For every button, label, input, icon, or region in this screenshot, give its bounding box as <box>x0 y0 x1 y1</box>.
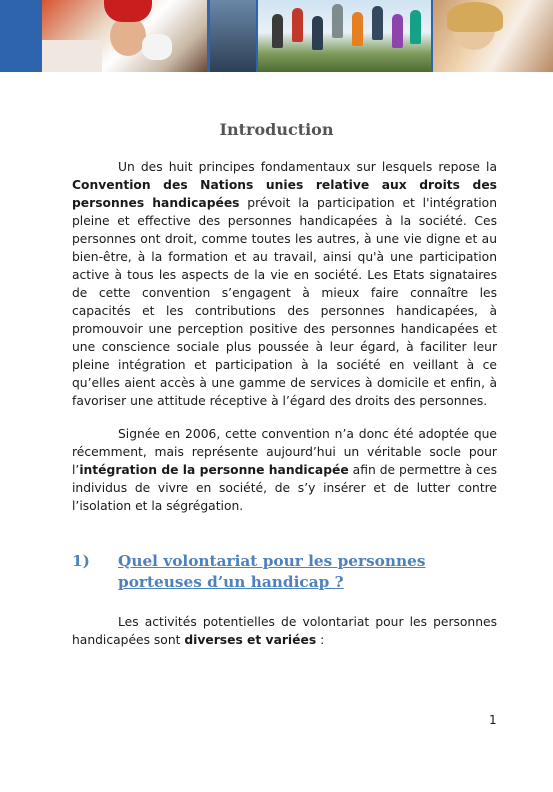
photo-person <box>292 8 303 42</box>
intro-paragraph-2 <box>72 425 497 515</box>
photo-person <box>332 4 343 38</box>
para2-text-1: Signée en 2006, cette convention n’a donc été adoptée que récemment, mais représente aujourd’hui un véritable socle pour l’ <box>72 427 497 477</box>
section-number: 1) <box>72 552 90 570</box>
photo-person <box>272 14 283 48</box>
photo-clown <box>42 0 207 72</box>
photo-child-hair <box>447 2 503 32</box>
photo-person <box>410 10 421 44</box>
section-paragraph <box>72 613 497 649</box>
para2-text-2: afin de permettre à ces individus de vivre en société, de s’y insérer et de lutter contre l’isolation et la ségrégation. <box>72 463 497 513</box>
para1-bold: Convention des Nations unies relative aux droits des personnes handicapées <box>72 178 497 210</box>
para2-bold: intégration de la personne handicapée <box>79 463 349 477</box>
intro-paragraph-1 <box>72 158 497 410</box>
photo-strip <box>210 0 256 72</box>
header-banner <box>0 0 553 72</box>
para1-text-2: prévoit la participation et l'intégration pleine et effective des personnes handicapées à la société. Ces personnes ont droit, comme toutes les autres, à une vie digne et au bien-être, à la formation et au travail, ainsi qu'à une participation active à tous les aspects de la vie en société. Les Etats signataires de cette convention s’engagent à mieux faire connaître les capacités et les contributions des personnes handicapées, à promouvoir une perception positive des personnes handicapées et une conscience sociale plus poussée à leur égard, à faciliter leur pleine intégration et participation à la société en veillant à ce qu’elles aient accès à une gamme de services à domicile et enfin, à favoriser une attitude réceptive à l’égard des droits des personnes. <box>72 196 497 408</box>
page-title: Introduction <box>219 120 334 139</box>
page-number: 1 <box>489 713 497 727</box>
photo-person <box>372 6 383 40</box>
photo-clown-glove <box>142 34 172 60</box>
para3-bold: diverses et variées <box>184 633 317 647</box>
photo-jumping-group <box>258 0 431 72</box>
photo-child <box>433 0 553 72</box>
para3-text-2: : <box>316 633 325 647</box>
para1-text-1: Un des huit principes fondamentaux sur lesquels repose la <box>118 160 497 174</box>
para3-text-1: Les activités potentielles de volontariat pour les personnes handicapées sont <box>72 615 497 647</box>
photo-person <box>392 14 403 48</box>
photo-clown-hat <box>104 0 152 22</box>
photo-person <box>312 16 323 50</box>
photo-person <box>352 12 363 46</box>
photo-clown-shirt <box>42 40 102 72</box>
section-title-link[interactable]: Quel volontariat pour les personnes porteuses d’un handicap ? <box>118 552 426 591</box>
photo-clown-face <box>110 16 146 56</box>
